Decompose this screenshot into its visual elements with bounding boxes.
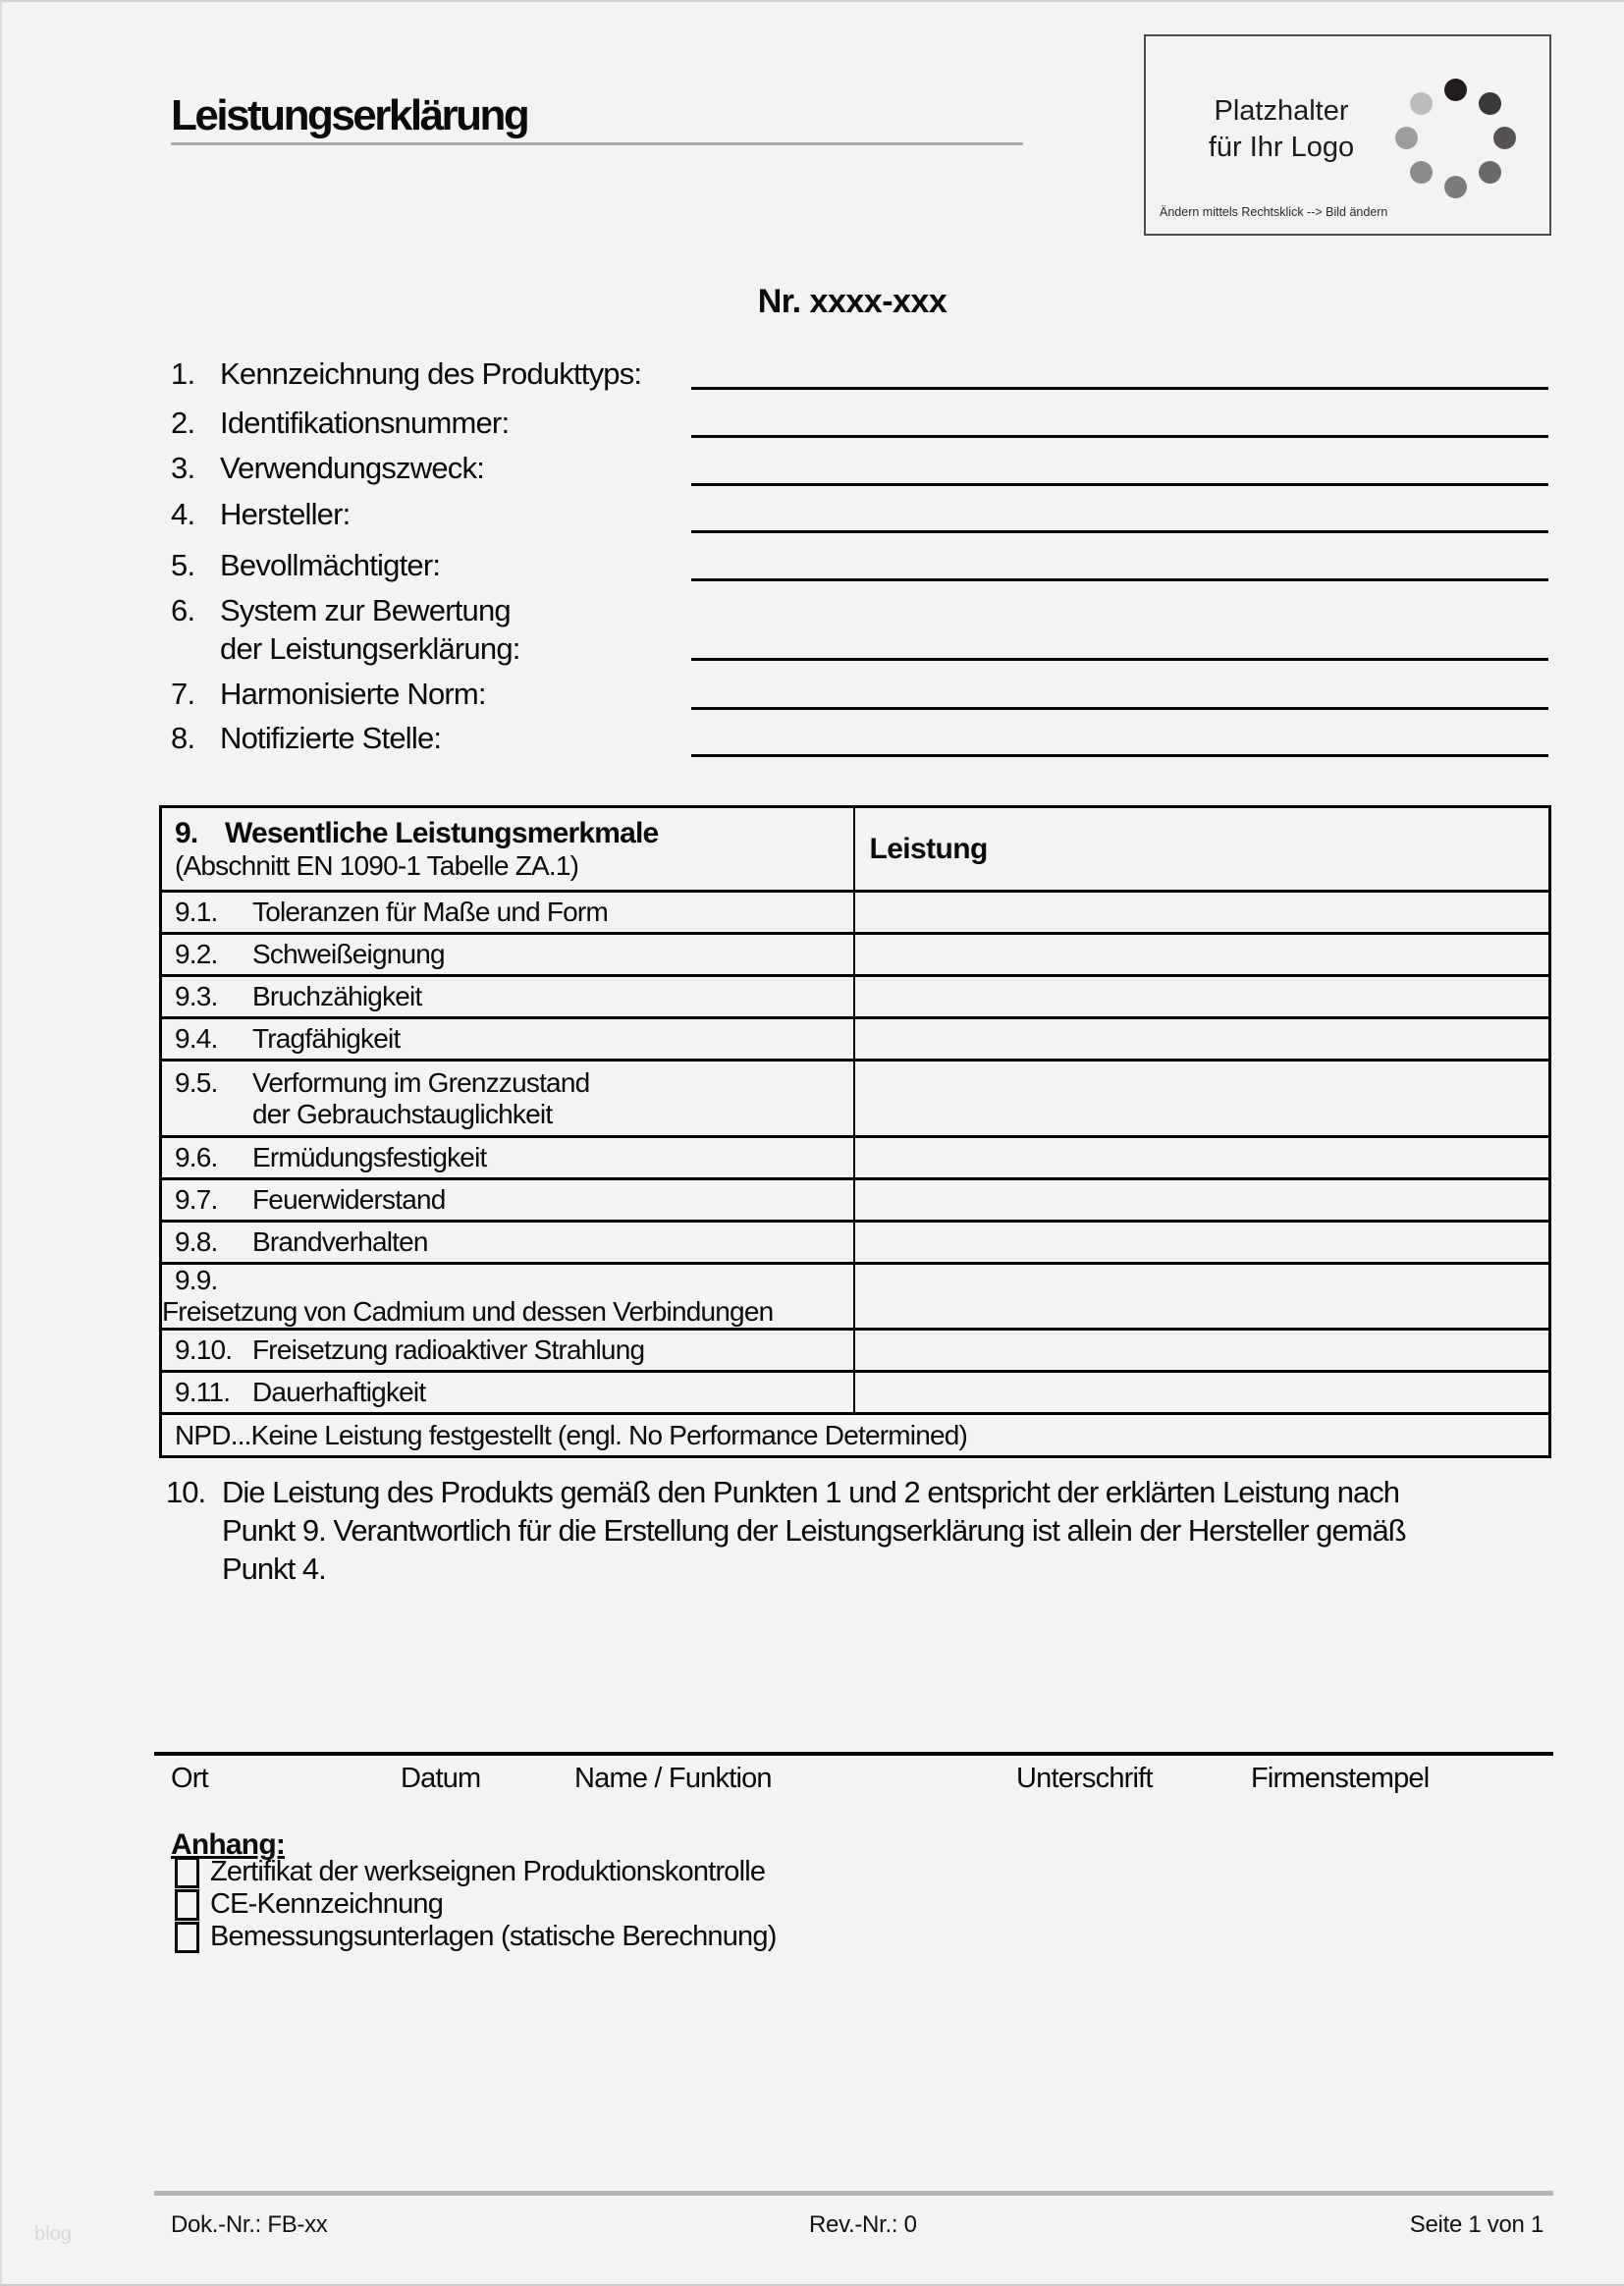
table-row: 9.9.Freisetzung von Cadmium und dessen Verbindungen <box>161 1264 1550 1330</box>
field-1-input-line[interactable] <box>691 387 1548 390</box>
field-8-number: 8. <box>171 721 195 755</box>
field-8-label: Notifizierte Stelle: <box>220 721 442 755</box>
checkbox-bemessungsunterlagen[interactable] <box>175 1922 199 1953</box>
footer-page-number: Seite 1 von 1 <box>1409 2211 1543 2238</box>
table-footnote-row <box>161 1414 1550 1457</box>
field-3-label: Verwendungszweck: <box>220 451 485 485</box>
page-title: Leistungserklärung <box>171 91 528 139</box>
npd-footnote: NPD...Keine Leistung festgestellt (engl. No Performance Determined) <box>175 1419 968 1450</box>
footer-doc-number: Dok.-Nr.: FB-xx <box>171 2211 328 2238</box>
table-row: 9.5. Verformung im Grenzzustand der Gebrauchstauglichkeit <box>161 1061 1550 1137</box>
table-row: 9.3. Bruchzähigkeit <box>161 976 1550 1018</box>
field-4-label: Hersteller: <box>220 497 351 531</box>
table-row: 9.6. Ermüdungsfestigkeit <box>161 1137 1550 1179</box>
leistung-cell[interactable] <box>854 892 1550 934</box>
logo-dot <box>1444 176 1467 198</box>
table-header-leistung: Leistung <box>854 807 1550 892</box>
watermark-text: blog <box>34 2223 72 2245</box>
table-row: 9.4. Tragfähigkeit <box>161 1018 1550 1061</box>
field-6-input-line[interactable] <box>691 658 1548 661</box>
logo-dot <box>1410 161 1433 184</box>
title-underline <box>171 142 1023 145</box>
performance-table <box>159 805 1551 1458</box>
field-3-number: 3. <box>171 451 195 485</box>
leistung-cell[interactable] <box>854 1222 1550 1264</box>
checkbox-zertifikat-label: Zertifikat der werkseignen Produktionskontrolle <box>210 1856 766 1887</box>
table-row: 9.1. Toleranzen für Maße und Form <box>161 892 1550 934</box>
field-7-input-line[interactable] <box>691 707 1548 710</box>
leistung-cell[interactable] <box>854 1137 1550 1179</box>
field-6-label: System zur Bewertung <box>220 593 511 627</box>
field-6-number: 6. <box>171 593 195 627</box>
field-5-label: Bevollmächtigter: <box>220 548 441 582</box>
field-1-label: Kennzeichnung des Produkttyps: <box>220 356 642 391</box>
checkbox-ce-kennzeichnung[interactable] <box>175 1889 199 1921</box>
logo-dot <box>1479 161 1501 184</box>
field-2-input-line[interactable] <box>691 435 1548 438</box>
logo-dot <box>1493 127 1516 149</box>
field-6-label-line2: der Leistungserklärung: <box>220 631 520 666</box>
leistung-cell[interactable] <box>854 934 1550 976</box>
table-row: 9.10. Freisetzung radioaktiver Strahlung <box>161 1330 1550 1372</box>
checkbox-bemessungsunterlagen-label: Bemessungsunterlagen (statische Berechnung) <box>210 1921 777 1952</box>
field-7-number: 7. <box>171 677 195 711</box>
field-2-number: 2. <box>171 406 195 440</box>
table-header-characteristics: 9. Wesentliche Leistungsmerkmale (Abschnitt EN 1090-1 Tabelle ZA.1) <box>161 807 854 892</box>
logo-caption: Ändern mittels Rechtsklick --> Bild ändern <box>1160 205 1388 219</box>
field-4-input-line[interactable] <box>691 530 1548 533</box>
field-2-label: Identifikationsnummer: <box>220 406 510 440</box>
field-8-input-line[interactable] <box>691 754 1548 757</box>
logo-dot <box>1479 92 1501 115</box>
field-3-input-line[interactable] <box>691 483 1548 486</box>
doc-number: Nr. xxxx-xxx <box>757 283 947 320</box>
table-row: 9.8. Brandverhalten <box>161 1222 1550 1264</box>
signature-label-name-funktion: Name / Funktion <box>574 1763 772 1794</box>
field-1-number: 1. <box>171 356 195 391</box>
leistung-cell[interactable] <box>854 1179 1550 1222</box>
table-row: 9.2. Schweißeignung <box>161 934 1550 976</box>
field-4-number: 4. <box>171 497 195 531</box>
signature-label-unterschrift: Unterschrift <box>1016 1763 1153 1794</box>
leistung-cell[interactable] <box>854 976 1550 1018</box>
checkbox-ce-kennzeichnung-label: CE-Kennzeichnung <box>210 1888 444 1920</box>
checkbox-zertifikat[interactable] <box>175 1857 199 1888</box>
field-5-input-line[interactable] <box>691 578 1548 581</box>
signature-line <box>154 1752 1553 1756</box>
logo-dot <box>1395 127 1418 149</box>
footer-divider <box>154 2191 1553 2196</box>
table-row: 9.7. Feuerwiderstand <box>161 1179 1550 1222</box>
signature-label-firmenstempel: Firmenstempel <box>1251 1763 1430 1794</box>
logo-dot <box>1410 92 1433 115</box>
logo-dot <box>1444 79 1467 101</box>
leistung-cell[interactable] <box>854 1264 1550 1330</box>
signature-label-datum: Datum <box>401 1763 481 1794</box>
clause-10-number: 10. <box>166 1475 206 1509</box>
leistung-cell[interactable] <box>854 1018 1550 1061</box>
leistung-cell[interactable] <box>854 1330 1550 1372</box>
logo-placeholder-box[interactable] <box>1144 34 1551 236</box>
field-5-number: 5. <box>171 548 195 582</box>
footer-revision: Rev.-Nr.: 0 <box>809 2211 917 2238</box>
field-7-label: Harmonisierte Norm: <box>220 677 486 711</box>
leistung-cell[interactable] <box>854 1061 1550 1137</box>
leistung-cell[interactable] <box>854 1372 1550 1414</box>
signature-label-ort: Ort <box>171 1763 208 1794</box>
logo-placeholder-text: Platzhalter für Ihr Logo <box>1208 95 1355 163</box>
table-row: 9.11. Dauerhaftigkeit <box>161 1372 1550 1414</box>
clause-10: 10. Die Leistung des Produkts gemäß den Punkten 1 und 2 entspricht der erklärten Leistung nach Punkt 9. Verantwortlich für die Erstellung der Leistungserklärung ist allein der Hersteller gemäß Punkt 4. <box>166 1475 1406 1586</box>
anhang-title: Anhang: <box>171 1828 286 1861</box>
